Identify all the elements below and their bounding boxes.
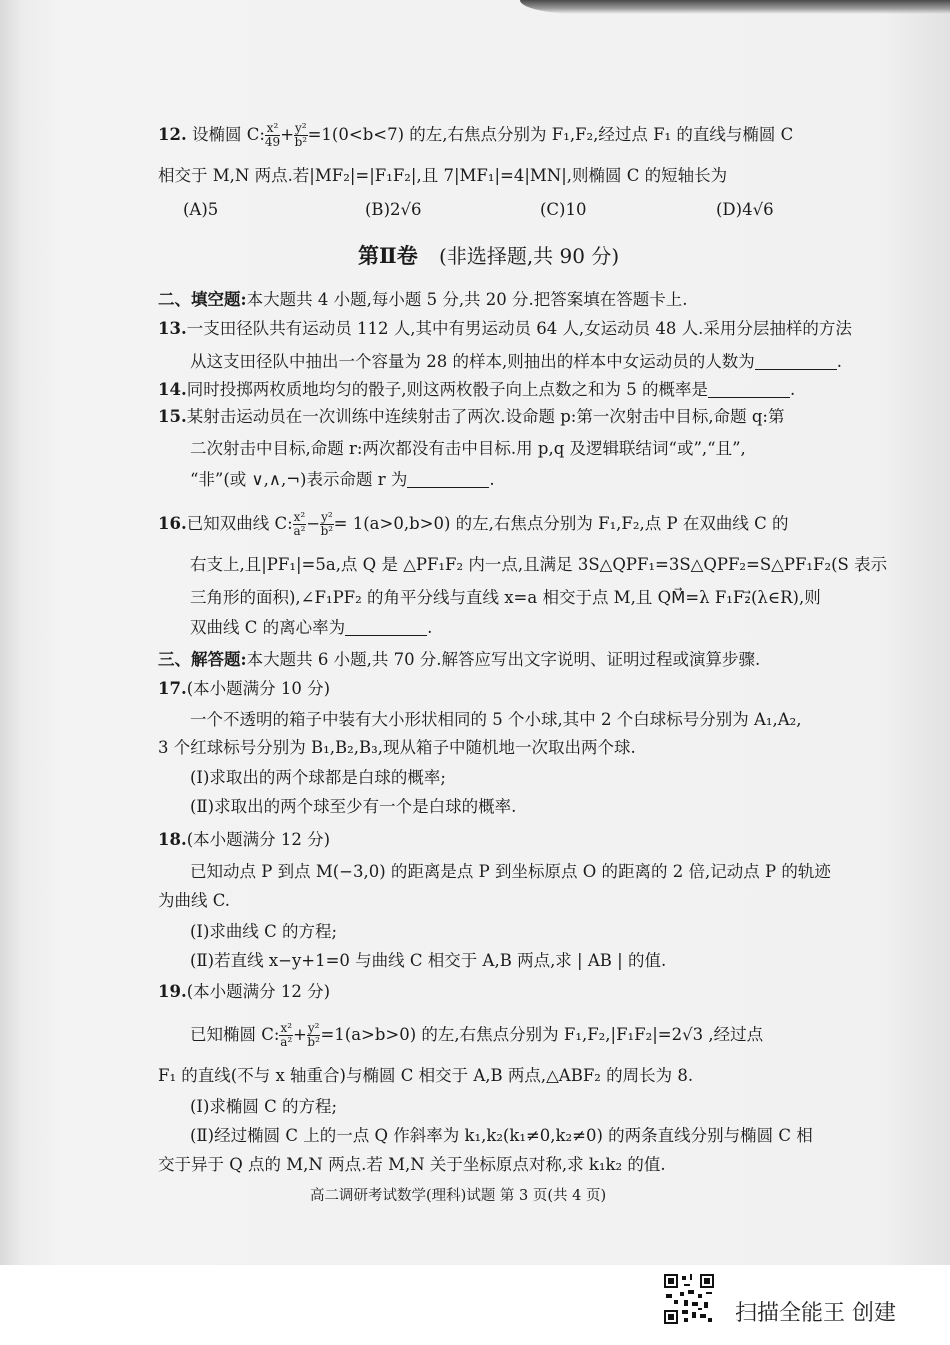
q13-line1: 13.一支田径队共有运动员 112 人,其中有男运动员 64 人,女运动员 48 人.采用分层抽样的方法 <box>158 319 852 338</box>
scanner-watermark: 扫描全能王 创建 <box>735 1301 896 1326</box>
q12-line1: 12. 设椭圆 C: $\frac{\text{x²}}{49}$ + $\frac{\text{y²}}{\text{b²}}$ =1(0<b<7) 的左,右焦点分别为 F₁,F₂,经过点 F₁ 的直线与椭圆 C <box>158 121 794 149</box>
section-title: 第Ⅱ卷 (非选择题,共 90 分) <box>358 243 620 268</box>
q12-option-a: (A)5 <box>183 200 219 219</box>
qr-code-icon <box>662 1272 716 1326</box>
q12-line2: 相交于 M,N 两点.若|MF₂|=|F₁F₂|,且 7|MF₁|=4|MN|,则椭圆 C 的短轴长为 <box>158 166 728 185</box>
q18-part2: (Ⅱ)若直线 x−y+1=0 与曲线 C 相交于 A,B 两点,求 | AB | 的值. <box>190 951 667 970</box>
scan-edge-shadow <box>520 0 950 14</box>
q14-answer-blank[interactable] <box>708 381 790 398</box>
q16-line2: 右支上,且|PF₁|=5a,点 Q 是 △PF₁F₂ 内一点,且满足 3S△QPF₁=3S△QPF₂=S△PF₁F₂(S 表示 <box>190 555 888 574</box>
q15-line1: 15.某射击运动员在一次训练中连续射击了两次.设命题 p:第一次射击中目标,命题 q:第 <box>158 407 785 426</box>
q19-line1: 已知椭圆 C: $\frac{\text{x²}}{\text{a²}}$ + $\frac{\text{y²}}{\text{b²}}$ =1(a>b>0) 的左,右焦点分别为 F₁,F₂,|F₁F₂|=2√3 ,经过点 <box>190 1021 764 1049</box>
q16-line1: 16.已知双曲线 C: $\frac{\text{x²}}{\text{a²}}$ − $\frac{\text{y²}}{\text{b²}}$ = 1(a>0,b>0) 的左,右焦点分别为 F₁,F₂,点 P 在双曲线 C 的 <box>158 510 789 538</box>
q19-fraction-y: $\frac{\text{y²}}{\text{b²}}$ <box>307 1021 320 1049</box>
q14-line1: 14.同时投掷两枚质地均匀的骰子,则这两枚骰子向上点数之和为 5 的概率是 . <box>158 380 796 399</box>
q17-part1: (Ⅰ)求取出的两个球都是白球的概率; <box>190 768 446 787</box>
q12-number: 12. <box>158 125 187 144</box>
page-footer: 高二调研考试数学(理科)试题 第 3 页(共 4 页) <box>310 1188 607 1204</box>
q18-line1: 已知动点 P 到点 M(−3,0) 的距离是点 P 到坐标原点 O 的距离的 2 倍,记动点 P 的轨迹 <box>190 862 831 881</box>
q18-line2: 为曲线 C. <box>158 891 231 910</box>
q15-answer-blank[interactable] <box>407 471 489 488</box>
q15-line3: “非”(或 ∨,∧,¬)表示命题 r 为 . <box>190 470 495 489</box>
q18-part1: (Ⅰ)求曲线 C 的方程; <box>190 922 338 941</box>
q19-fraction-x: $\frac{\text{x²}}{\text{a²}}$ <box>280 1021 293 1049</box>
q17-part2: (Ⅱ)求取出的两个球至少有一个是白球的概率. <box>190 797 517 816</box>
q12-option-b: (B)2√6 <box>365 200 422 219</box>
part3-heading: 三、解答题:本大题共 6 小题,共 70 分.解答应写出文字说明、证明过程或演算步骤. <box>158 650 761 669</box>
q17-line1: 一个不透明的箱子中装有大小形状相同的 5 个小球,其中 2 个白球标号分别为 A₁,A₂, <box>190 710 802 729</box>
q19-part2: (Ⅱ)经过椭圆 C 上的一点 Q 作斜率为 k₁,k₂(k₁≠0,k₂≠0) 的两条直线分别与椭圆 C 相 <box>190 1126 813 1145</box>
part2-heading: 二、填空题:本大题共 4 小题,每小题 5 分,共 20 分.把答案填在答题卡上. <box>158 290 688 309</box>
q16-line4: 双曲线 C 的离心率为 . <box>190 618 433 637</box>
q12-fraction-y: $\frac{\text{y²}}{\text{b²}}$ <box>294 121 308 149</box>
q19-head: 19.(本小题满分 12 分) <box>158 982 331 1001</box>
q13-answer-blank[interactable] <box>755 353 837 370</box>
q13-line2: 从这支田径队中抽出一个容量为 28 的样本,则抽出的样本中女运动员的人数为 . <box>190 352 842 371</box>
q16-fraction-x: $\frac{\text{x²}}{\text{a²}}$ <box>293 510 306 538</box>
q12-option-d: (D)4√6 <box>716 200 774 219</box>
q15-line2: 二次射击中目标,命题 r:两次都没有击中目标.用 p,q 及逻辑联结词“或”,“且”, <box>190 439 746 458</box>
q17-head: 17.(本小题满分 10 分) <box>158 679 331 698</box>
q18-head: 18.(本小题满分 12 分) <box>158 830 331 849</box>
q19-line2: F₁ 的直线(不与 x 轴重合)与椭圆 C 相交于 A,B 两点,△ABF₂ 的周长为 8. <box>158 1066 694 1085</box>
q12-option-c: (C)10 <box>540 200 587 219</box>
q16-fraction-y: $\frac{\text{y²}}{\text{b²}}$ <box>320 510 334 538</box>
q19-line3: 交于异于 Q 点的 M,N 两点.若 M,N 关于坐标原点对称,求 k₁k₂ 的值. <box>158 1155 666 1174</box>
q12-fraction-x: $\frac{\text{x²}}{49}$ <box>264 121 281 149</box>
q19-part1: (Ⅰ)求椭圆 C 的方程; <box>190 1097 338 1116</box>
q16-answer-blank[interactable] <box>345 619 427 636</box>
q17-line2: 3 个红球标号分别为 B₁,B₂,B₃,现从箱子中随机地一次取出两个球. <box>158 738 636 757</box>
q16-line3: 三角形的面积),∠F₁PF₂ 的角平分线与直线 x=a 相交于点 M,且 QM⃗=λ F₁F₂⃗(λ∈R),则 <box>190 588 821 607</box>
